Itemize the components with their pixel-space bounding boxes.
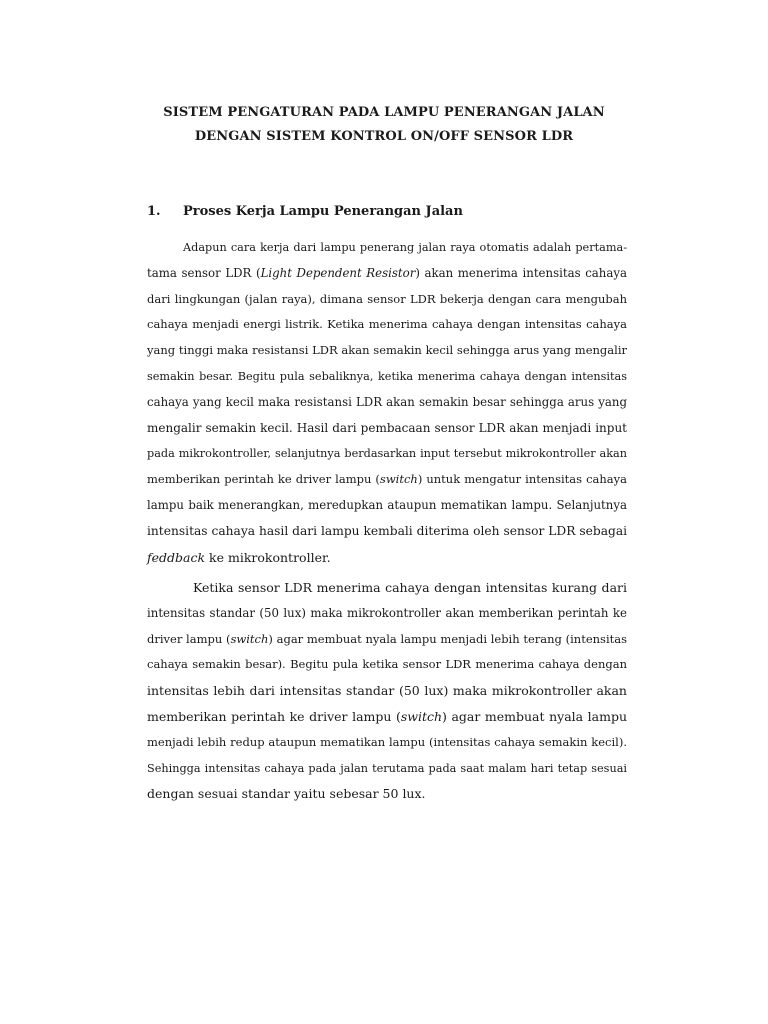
text-line: lampu baik menerangkan, meredupkan ataupun mematikan lampu. Selanjutnya — [147, 497, 627, 512]
text-line: Adapun cara kerja dari lampu penerang jalan raya otomatis adalah pertama- — [183, 241, 627, 254]
text-line: intensitas cahaya hasil dari lampu kembali diterima oleh sensor LDR sebagai — [147, 523, 628, 538]
text-line: memberikan perintah ke driver lampu (switch) untuk mengatur intensitas cahaya — [147, 472, 627, 487]
italic-term: switch — [379, 472, 418, 487]
document-title-line-1: SISTEM PENGATURAN PADA LAMPU PENERANGAN JALAN — [163, 105, 605, 120]
italic-term: Light Dependent Resistor — [260, 265, 416, 280]
text-line: feddback ke mikrokontroller. — [147, 549, 331, 565]
text-line: Sehingga intensitas cahaya pada jalan terutama pada saat malam hari tetap sesuai — [147, 761, 627, 775]
section-heading — [147, 204, 463, 219]
text-line: pada mikrokontroller, selanjutnya berdasarkan input tersebut mikrokontroller akan — [147, 447, 627, 461]
text-line: semakin besar. Begitu pula sebaliknya, ketika menerima cahaya dengan intensitas — [147, 369, 627, 383]
text-line: driver lampu (switch) agar membuat nyala lampu menjadi lebih terang (intensitas — [147, 631, 627, 646]
text-line: cahaya semakin besar). Begitu pula ketika sensor LDR menerima cahaya dengan — [147, 657, 627, 672]
italic-term: switch — [400, 708, 443, 724]
section-number: 1. — [147, 204, 161, 219]
paragraph-1 — [147, 235, 627, 570]
text-line: dari lingkungan (jalan raya), dimana sensor LDR bekerja dengan cara mengubah — [147, 291, 627, 306]
text-line: mengalir semakin kecil. Hasil dari pembacaan sensor LDR akan menjadi input — [147, 420, 627, 435]
text-line: cahaya yang kecil maka resistansi LDR akan semakin besar sehingga arus yang — [147, 394, 627, 409]
text-line: Ketika sensor LDR menerima cahaya dengan intensitas kurang dari — [193, 580, 627, 595]
text-line: intensitas lebih dari intensitas standar (50 lux) maka mikrokontroller akan — [147, 683, 627, 699]
text-line: tama sensor LDR (Light Dependent Resistor) akan menerima intensitas cahaya — [147, 265, 627, 280]
paragraph-2 — [147, 575, 627, 807]
text-line: yang tinggi maka resistansi LDR akan semakin kecil sehingga arus yang mengalir — [147, 343, 627, 358]
text-line: intensitas standar (50 lux) maka mikrokontroller akan memberikan perintah ke — [147, 605, 627, 620]
italic-term: switch — [230, 631, 269, 646]
section-title: Proses Kerja Lampu Penerangan Jalan — [183, 204, 463, 219]
document-title-line-2: DENGAN SISTEM KONTROL ON/OFF SENSOR LDR — [194, 129, 574, 144]
text-line: memberikan perintah ke driver lampu (switch) agar membuat nyala lampu — [147, 708, 627, 724]
text-line: dengan sesuai standar yaitu sebesar 50 lux. — [147, 786, 426, 802]
italic-term: feddback — [147, 549, 206, 565]
text-line: menjadi lebih redup ataupun mematikan lampu (intensitas cahaya semakin kecil). — [147, 734, 627, 749]
text-line: cahaya menjadi energi listrik. Ketika menerima cahaya dengan intensitas cahaya — [147, 317, 627, 332]
